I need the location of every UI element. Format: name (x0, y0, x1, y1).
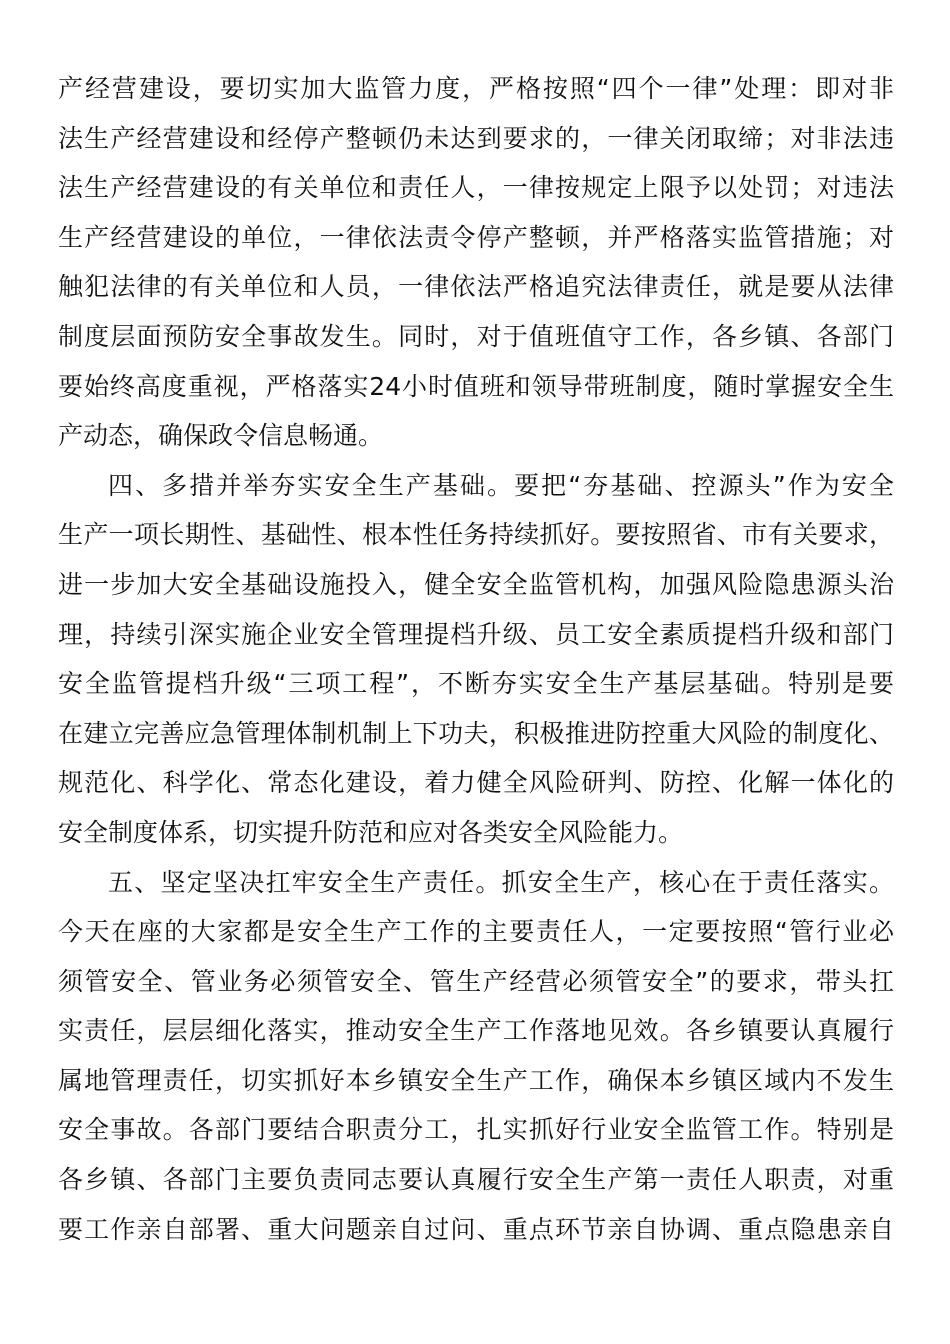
text-line: 各乡镇、各部门主要负责同志要认真履行安全生产第一责任人职责，对重 (58, 1165, 894, 1195)
document-body (58, 64, 894, 1254)
text-line: 实责任，层层细化落实，推动安全生产工作落地见效。各乡镇要认真履行 (58, 1016, 894, 1046)
paragraph-continuation (58, 64, 894, 461)
text-line: 法生产经营建设的有关单位和责任人，一律按规定上限予以处罚；对违法 (58, 173, 894, 203)
text-line: 属地管理责任，切实抓好本乡镇安全生产工作，确保本乡镇区域内不发生 (58, 1065, 894, 1095)
text-line: 规范化、科学化、常态化建设，着力健全风险研判、防控、化解一体化的 (58, 768, 894, 798)
text-line: 安全制度体系，切实提升防范和应对各类安全风险能力。 (58, 817, 684, 847)
text-line: 理，持续引深实施企业安全管理提档升级、员工安全素质提档升级和部门 (58, 619, 894, 649)
text-line: 今天在座的大家都是安全生产工作的主要责任人，一定要按照“管行业必 (58, 917, 894, 947)
text-line: 制度层面预防安全事故发生。同时，对于值班值守工作，各乡镇、各部门 (58, 321, 894, 351)
text-line: 产动态，确保政令信息畅通。 (58, 421, 384, 451)
text-line: 进一步加大安全基础设施投入，健全安全监管机构，加强风险隐患源头治 (58, 569, 894, 599)
text-line: 安全监管提档升级“三项工程”，不断夯实安全生产基层基础。特别是要 (58, 669, 894, 699)
text-line: 四、多措并举夯实安全生产基础。要把“夯基础、控源头”作为安全 (108, 470, 894, 500)
text-line: 须管安全、管业务必须管安全、管生产经营必须管安全”的要求，带头扛 (58, 966, 894, 996)
text-line: 生产经营建设的单位，一律依法责令停产整顿，并严格落实监管措施；对 (58, 222, 894, 252)
text-line: 在建立完善应急管理体制机制上下功夫，积极推进防控重大风险的制度化、 (58, 718, 894, 748)
paragraph-section-four (58, 461, 894, 858)
text-line: 要始终高度重视，严格落实24小时值班和领导带班制度，随时掌握安全生 (58, 371, 894, 401)
paragraph-section-five (58, 858, 894, 1255)
text-line: 要工作亲自部署、重大问题亲自过问、重点环节亲自协调、重点隐患亲自 (58, 1214, 894, 1244)
text-line: 法生产经营建设和经停产整顿仍未达到要求的，一律关闭取缔；对非法违 (58, 123, 894, 153)
text-line: 产经营建设，要切实加大监管力度，严格按照“四个一律”处理：即对非 (58, 74, 894, 103)
text-line: 触犯法律的有关单位和人员，一律依法严格追究法律责任，就是要从法律 (58, 272, 894, 302)
text-line: 安全事故。各部门要结合职责分工，扎实抓好行业安全监管工作。特别是 (58, 1115, 894, 1145)
text-line: 五、坚定坚决扛牢安全生产责任。抓安全生产，核心在于责任落实。 (108, 867, 894, 897)
text-line: 生产一项长期性、基础性、根本性任务持续抓好。要按照省、市有关要求， (58, 520, 894, 550)
